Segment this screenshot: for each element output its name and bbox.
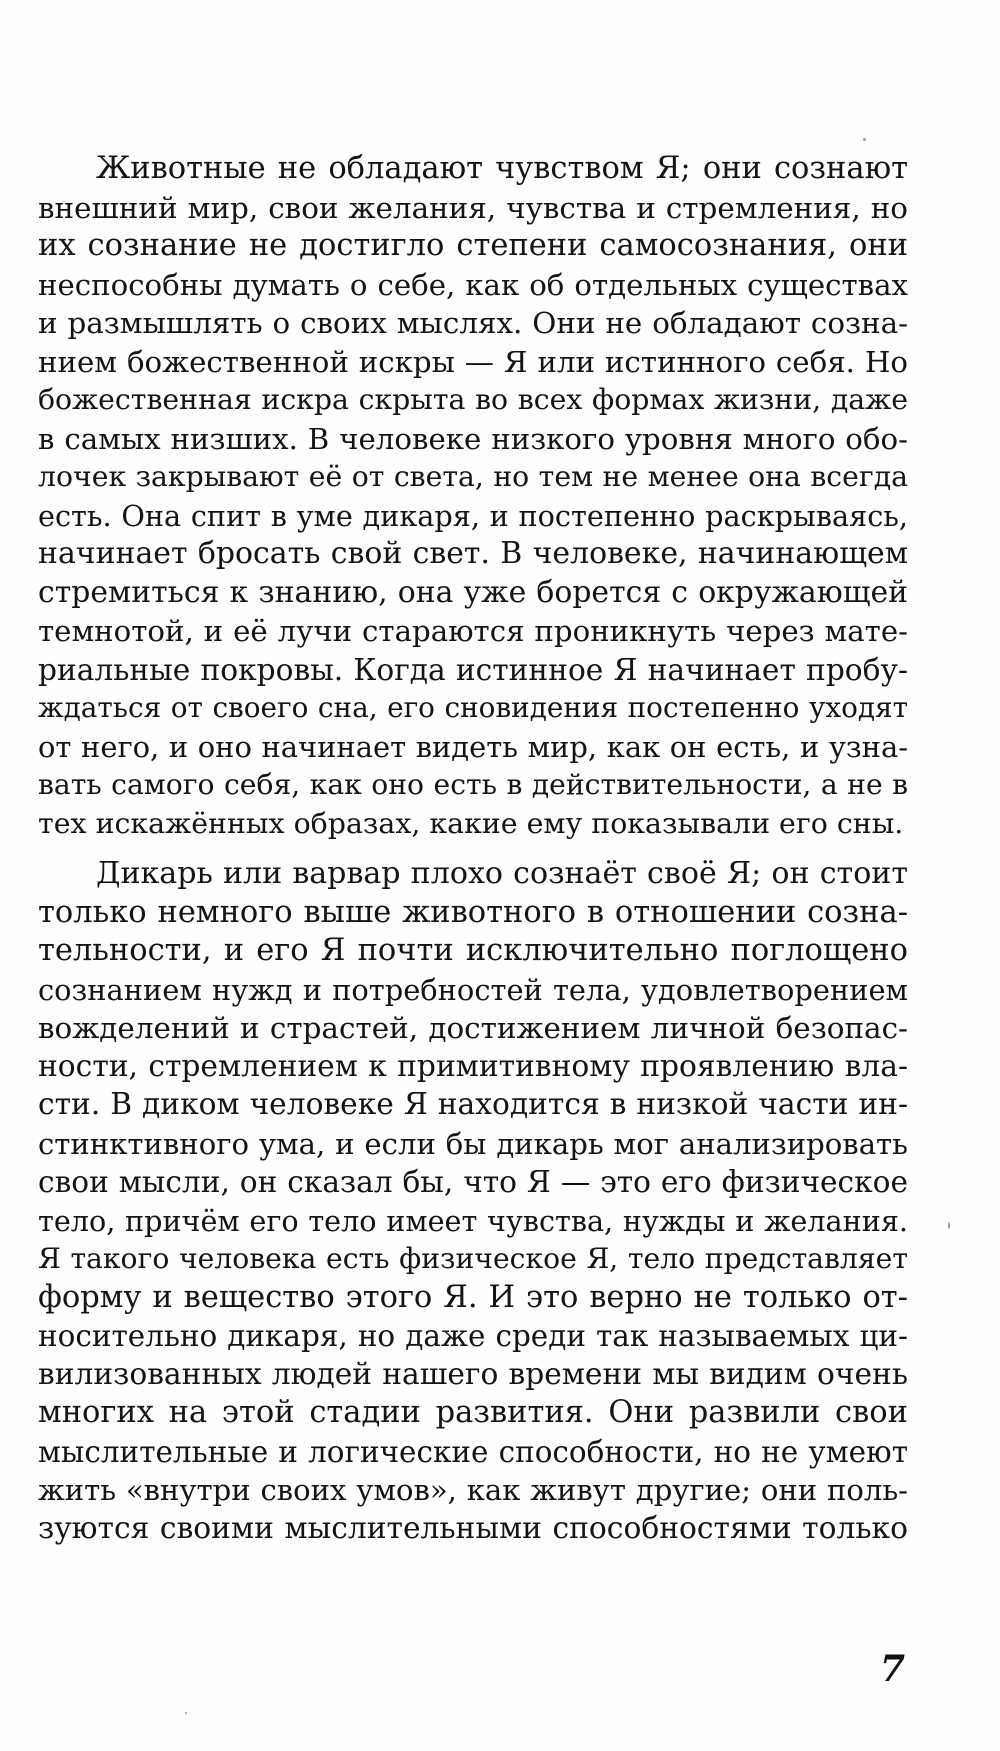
text-line: Я такого человека есть физическое Я, тело представляет xyxy=(38,1242,908,1275)
text-line: Дикарь или варвар плохо сознаёт своё Я; он стоит xyxy=(96,856,908,891)
text-line: свои мысли, он сказал бы, что Я — это его физическое xyxy=(38,1165,908,1199)
text-line: нием божественной искры — Я или истинного себя. Но xyxy=(38,344,908,379)
text-line: вожделений и страстей, достижением личной безопас- xyxy=(38,1011,908,1045)
text-line: риальные покровы. Когда истинное Я начинает пробу- xyxy=(38,651,908,687)
text-line: жить «внутри своих умов», как живут другие; они поль- xyxy=(38,1473,908,1507)
text-line: в самых низших. В человеке низкого уровня много обо- xyxy=(38,421,908,456)
text-line: неспособны думать о себе, как об отдельных существах xyxy=(38,267,908,302)
body-text xyxy=(38,150,908,1548)
text-line: сти. В диком человеке Я находится в низкой части ин- xyxy=(38,1087,908,1122)
text-line: от него, и оно начинает видеть мир, как он есть, и узна- xyxy=(38,729,908,764)
text-line: мыслительные и логические способности, но не умеют xyxy=(38,1434,908,1469)
text-line: тельности, и его Я почти исключительно поглощено xyxy=(38,933,908,968)
text-line: только немного выше животного в отношении созна- xyxy=(38,894,908,930)
text-line: внешний мир, свои желания, чувства и стремления, но xyxy=(38,190,908,225)
text-line: зуются своими мыслительными способностями только xyxy=(38,1510,908,1546)
text-line: сознанием нужд и потребностей тела, удовлетворением xyxy=(38,972,908,1007)
text-line: вилизованных людей нашего времени мы видим очень xyxy=(38,1356,908,1392)
page-number: 7 xyxy=(880,1648,906,1690)
text-line: темнотой, и её лучи стараются проникнуть через мате- xyxy=(38,614,908,648)
text-line: тех искажённых образах, какие ему показывали его сны. xyxy=(38,806,904,840)
text-line: Животные не обладают чувством Я; они сознают xyxy=(96,151,908,186)
paragraph-gap xyxy=(38,843,908,855)
text-line: начинает бросать свой свет. В человеке, начинающем xyxy=(38,536,908,571)
text-line: стремиться к знанию, она уже борется с окружающей xyxy=(38,574,908,610)
text-line: форму и вещество этого Я. И это верно не только от- xyxy=(38,1279,908,1315)
scan-speck xyxy=(863,138,866,141)
text-line: и размышлять о своих мыслях. Они не обладают созна- xyxy=(38,306,908,340)
text-line: многих на этой стадии развития. Они развили свои xyxy=(38,1395,908,1430)
text-line: тело, причём его тело имеет чувства, нужды и желания. xyxy=(38,1203,908,1238)
text-line: ждаться от своего сна, его сновидения постепенно уходят xyxy=(38,691,908,724)
scan-speck xyxy=(185,1712,187,1714)
text-line: ности, стремлением к примитивному проявлению вла- xyxy=(38,1048,908,1084)
text-line: стинктивного ума, и если бы дикарь мог анализировать xyxy=(38,1126,908,1161)
text-line: лочек закрывают её от света, но тем не менее она всегда xyxy=(38,460,908,493)
scan-speck xyxy=(948,1222,950,1229)
text-line: носительно дикаря, но даже среди так называемых ци- xyxy=(38,1319,908,1353)
text-line: их сознание не достигло степени самосознания, они xyxy=(38,228,908,263)
text-line: есть. Она спит в уме дикаря, и постепенно раскрываясь, xyxy=(38,498,908,533)
text-line: божественная искра скрыта во всех формах жизни, даже xyxy=(38,383,908,416)
text-line: вать самого себя, как оно есть в действительности, а не в xyxy=(38,768,908,801)
